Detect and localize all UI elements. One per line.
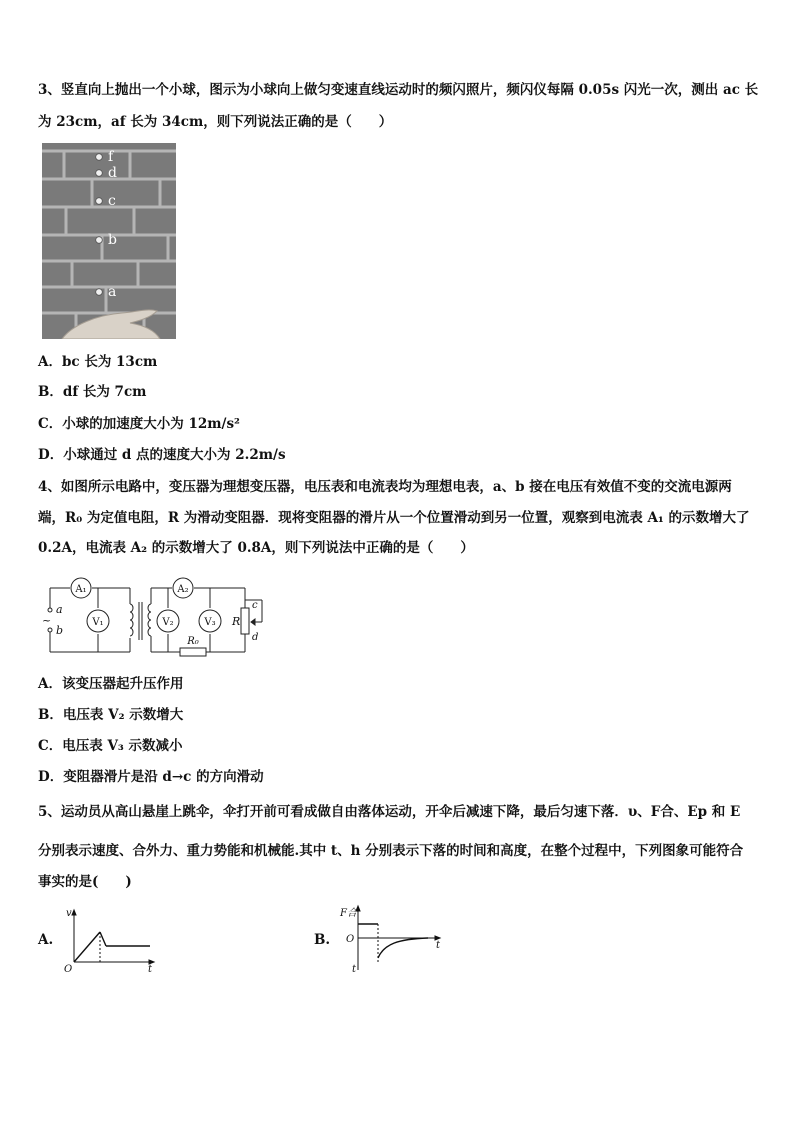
q4-stem-line2: 端，R₀ 为定值电阻，R 为滑动变阻器．现将变阻器的滑片从一个位置滑动到另一位置，观察到电流表 A₁ 的示数增大了: [38, 510, 750, 526]
rheostat-r: [241, 608, 249, 634]
label-a: a: [56, 603, 63, 616]
graph-a-origin: O: [64, 964, 73, 974]
label-a: a: [108, 284, 117, 300]
q4-option-d: D．变阻器滑片是沿 d→c 的方向滑动: [38, 769, 264, 785]
q5-stem-line3: 事实的是( ): [38, 874, 132, 890]
circuit-diagram: [40, 572, 280, 668]
q5-graph-a: [62, 904, 162, 978]
graph-b-xaxis: t: [436, 940, 441, 951]
ball-f: [96, 154, 103, 161]
q4-stem-line1: 4、如图所示电路中，变压器为理想变压器，电压表和电流表均为理想电表，a、b 接在电压有效值不变的交流电源两: [38, 479, 732, 495]
ball-b: [96, 237, 103, 244]
q5-stem-line2: 分别表示速度、合外力、重力势能和机械能.其中 t、h 分别表示下落的时间和高度，在整个过程中，下列图象可能符合: [38, 843, 744, 859]
graph-b-origin: O: [346, 934, 355, 945]
label-d: d: [252, 632, 259, 643]
graph-b-lower-label: t: [352, 964, 357, 974]
label-tilde: ~: [42, 614, 52, 627]
ball-d: [96, 170, 103, 177]
label-b: b: [56, 624, 64, 637]
label-v3: V₃: [204, 617, 216, 628]
ball-c: [96, 198, 103, 205]
label-d: d: [108, 165, 117, 181]
label-b: b: [108, 232, 117, 248]
graph-a-yaxis: v: [66, 908, 72, 919]
q3-stem-line2: 为 23cm，af 长为 34cm，则下列说法正确的是（ ）: [38, 114, 393, 130]
label-v1: V₁: [92, 617, 104, 628]
label-r: R: [232, 615, 241, 628]
strobe-photo: [42, 143, 176, 339]
brick-wall-image: [42, 143, 176, 339]
label-c: c: [108, 193, 116, 209]
resistor-r0: [180, 648, 206, 656]
q5-option-b-label: B.: [314, 932, 331, 948]
q3-option-c: C．小球的加速度大小为 12m/s²: [38, 416, 240, 432]
q4-option-a: A．该变压器起升压作用: [38, 676, 184, 692]
q4-stem-line3: 0.2A，电流表 A₂ 的示数增大了 0.8A，则下列说法中正确的是（ ）: [38, 540, 474, 556]
label-v2: V₂: [162, 617, 174, 628]
q5-option-a-label: A.: [38, 932, 54, 948]
q5-stem-line1: 5、运动员从高山悬崖上跳伞，伞打开前可看成做自由落体运动，开伞后减速下降，最后匀速下落．υ、F合、Ep 和 E: [38, 804, 741, 820]
label-f: f: [108, 149, 114, 165]
q4-option-c: C．电压表 V₃ 示数减小: [38, 738, 183, 754]
graph-a-xaxis: t: [148, 964, 153, 974]
q5-graph-b: [338, 902, 448, 978]
q4-option-b: B．电压表 V₂ 示数增大: [38, 707, 184, 723]
q3-option-a: A．bc 长为 13cm: [38, 354, 158, 370]
label-a2: A₂: [177, 584, 189, 595]
q3-stem-line1: 3、竖直向上抛出一个小球，图示为小球向上做匀变速直线运动时的频闪照片，频闪仪每隔 0.05s 闪光一次，测出 ac 长: [38, 82, 759, 98]
label-c: c: [252, 600, 258, 611]
graph-b-yaxis: F合: [340, 908, 357, 919]
label-a1: A₁: [75, 584, 87, 595]
label-r0: R₀: [187, 636, 199, 647]
q3-option-b: B．df 长为 7cm: [38, 384, 147, 400]
ball-a: [96, 289, 103, 296]
q3-option-d: D．小球通过 d 点的速度大小为 2.2m/s: [38, 447, 286, 463]
